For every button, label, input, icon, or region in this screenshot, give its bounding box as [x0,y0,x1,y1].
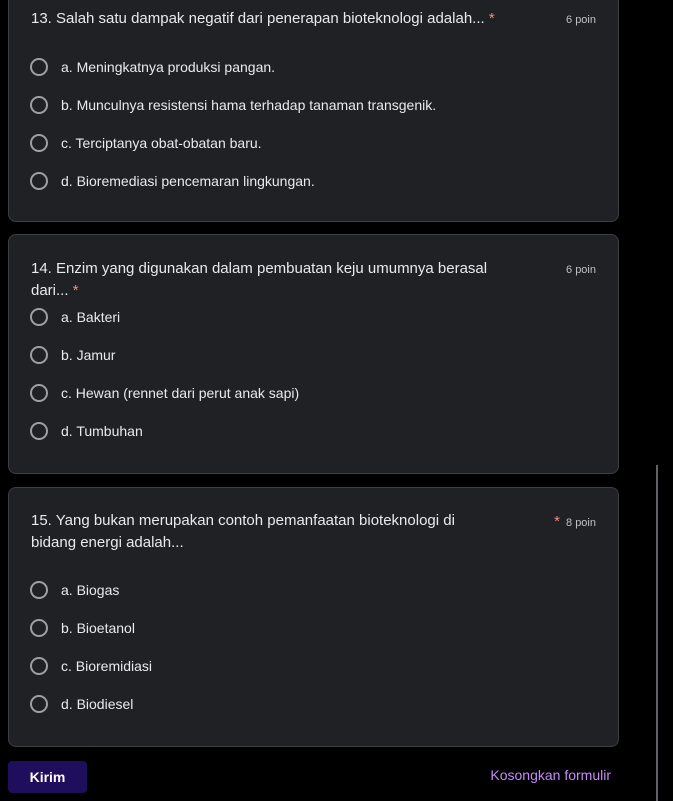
option-label: a. Meningkatnya produksi pangan. [61,59,276,75]
radio-button[interactable] [30,695,48,713]
radio-button[interactable] [30,96,48,114]
option-13a[interactable] [30,55,275,79]
points-label: 8 poin [566,517,596,529]
option-15b[interactable] [30,616,135,640]
question-title: 15. Yang bukan merupakan contoh pemanfaatan bioteknologi di bidang energi adalah... [31,512,455,551]
option-14d[interactable] [30,419,143,443]
option-15d[interactable] [30,692,133,716]
question-card-15 [8,487,619,747]
option-14a[interactable] [30,305,120,329]
required-mark: * [488,10,495,27]
radio-button[interactable] [30,657,48,675]
question-title: 14. Enzim yang digunakan dalam pembuatan keju umumnya berasal dari... [31,260,488,299]
option-13c[interactable] [30,131,262,155]
option-label: c. Hewan (rennet dari perut anak sapi) [61,385,300,401]
option-15c[interactable] [30,654,152,678]
option-14b[interactable] [30,343,115,367]
option-label: a. Bakteri [61,309,121,325]
option-label: c. Bioremidiasi [61,658,153,674]
option-label: d. Biodiesel [61,696,134,712]
option-label: d. Bioremediasi pencemaran lingkungan. [61,173,315,189]
points-label: 6 poin [566,14,596,26]
clear-form-link[interactable]: Kosongkan formulir [490,767,611,783]
radio-button[interactable] [30,172,48,190]
submit-button[interactable]: Kirim [8,761,87,793]
question-card-13 [8,0,619,222]
option-label: c. Terciptanya obat-obatan baru. [61,135,262,151]
option-label: d. Tumbuhan [61,423,143,439]
radio-button[interactable] [30,619,48,637]
radio-button[interactable] [30,308,48,326]
radio-button[interactable] [30,346,48,364]
radio-button[interactable] [30,134,48,152]
radio-button[interactable] [30,384,48,402]
scrollbar[interactable] [656,465,658,801]
option-label: a. Biogas [61,582,120,598]
radio-button[interactable] [30,422,48,440]
option-label: b. Munculnya resistensi hama terhadap tanaman transgenik. [61,97,437,113]
option-14c[interactable] [30,381,299,405]
option-15a[interactable] [30,578,119,602]
option-label: b. Bioetanol [61,620,135,636]
question-card-14 [8,234,619,474]
required-mark: * [72,282,79,299]
option-13d[interactable] [30,169,315,193]
required-mark: * [554,513,561,530]
points-label: 6 poin [566,264,596,276]
radio-button[interactable] [30,58,48,76]
question-title: 13. Salah satu dampak negatif dari penerapan bioteknologi adalah... [31,10,485,27]
option-13b[interactable] [30,93,436,117]
option-label: b. Jamur [61,347,116,363]
radio-button[interactable] [30,581,48,599]
